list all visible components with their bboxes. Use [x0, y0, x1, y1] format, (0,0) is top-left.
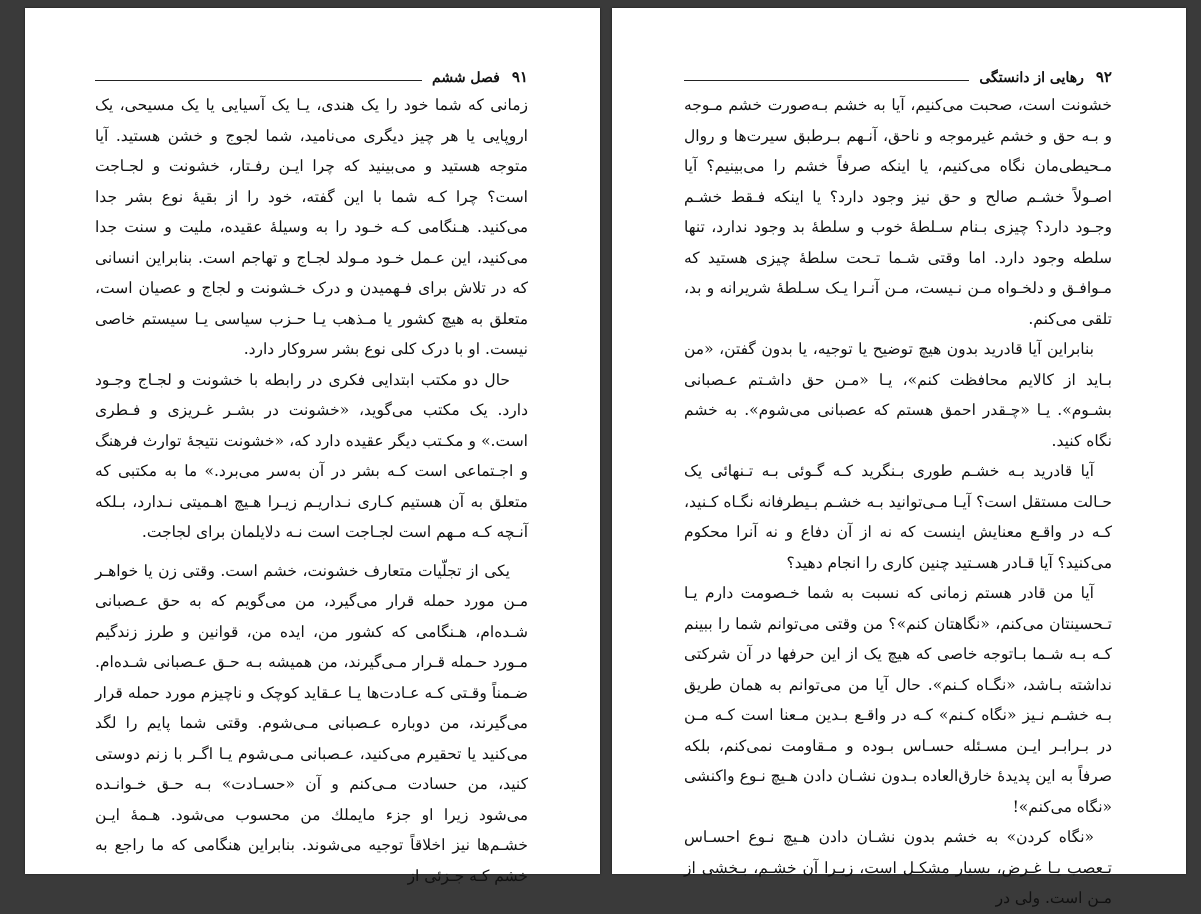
paragraph: زمانی که شما خود را یک هندی، یـا یک آسیایی یا یک مسیحی، یک اروپایی یا هر چیز دیگری می‌نامید، شما لجوج و خشن هستید. آیا متوجه هستید و می‌بینید که چرا ایـن رفـتار، خشونت و لجـاجت است؟ چرا کـه شما با این گفته، خود را از بقیهٔ نوع بشر جدا می‌کنید. هـنگامی کـه خـود را به وسیلهٔ عقیده، ملیت و سنت جدا می‌کنید، این عـمل خـود مـولد لجـاج و تهاجم است. بنابراین انسانی که در تلاش برای فـهمیدن و درک خـشونت و لجاج و عصیان است، متعلق به هیچ کشور یا مـذهب یـا حـزب سیاسی یـا سیستم خاصی نیست. او با درک کلی نوع بشر سروکار دارد.	[95, 96, 528, 358]
page-body	[95, 90, 528, 891]
right-page	[612, 8, 1186, 907]
page-body	[684, 90, 1112, 914]
paragraph: یکی از تجلّیات متعارف خشونت، خشم است. وقتی زن یا خواهـر مـن مورد حمله قرار می‌گیرد، من می‌گویم که به حق عـصبانی شـده‌ام، هـنگامی که کشور من، ایده من، قوانین و طرز زندگیم مـورد حـمله قـرار مـی‌گیرند، من همیشه بـه حـق عـصبانی شـده‌ام. ضـمناً وقـتی کـه عـادت‌ها یـا عـقاید کوچک و ناچیزم مورد حمله قرار می‌گیرند، من دوباره عـصبانی مـی‌شوم. وقتی شما پایم را لگد می‌کنید یا تحقیرم می‌کنید، عـصبانی مـی‌شوم یـا اگـر با زنم دوستی کنید، من حسادت مـی‌کنم و آن «حسـادت» بـه حـق خـوانـده می‌شود زیرا او جزء مایملك من محسوب می‌شود. هـمهٔ ایـن خشـم‌ها نیز اخلاقاً توجیه می‌شوند. بنابراین هنگامی که ما راجع به خشم کـه جـزئی از	[95, 561, 528, 885]
header-rule	[95, 80, 422, 81]
page-header	[95, 64, 528, 86]
header-rule	[684, 80, 969, 81]
paragraph: آیا قادرید بـه خشـم طوری بـنگرید کـه گـوئی بـه تـنهائی یک حـالت مستقل است؟ آیـا مـی‌توانید بـه خشـم بـیطرفانه نگـاه کـنید، کـه در واقـع معنایش اینست که نه از آن دفاع و نه آنرا محکوم می‌کنید؟ آیا قـادر هسـتید چنین کاری را انجام دهید؟	[684, 462, 1112, 572]
page-header	[684, 64, 1112, 86]
chapter-title: فصل ششم	[432, 70, 500, 86]
paragraph: خشونت است، صحبت می‌کنیم، آیا به خشم بـه‌صورت خشم مـوجه و بـه حق و خشم غیرموجه و ناحق، آنـهم بـرطبق سیرت‌ها و روال مـحیطی‌مان نگاه می‌کنیم، یا اینکه صرفاً خشم را می‌بینیم؟ آیا اصـولاً خشـم صالح و حق نیز وجود دارد؟ یا اینکه فـقط خشـم وجـود دارد؟ چیزی بـنام سـلطهٔ خوب و سلطهٔ بد وجود ندارد، تنها سلطه وجود دارد. اما وقتی شـما تـحت سلطهٔ چیزی هستید که مـوافـق و دلخـواه مـن نـیست، مـن آنـرا یـک سـلطهٔ شریرانه و بد، تلقی می‌کنم.	[684, 96, 1112, 328]
page-number: ۹۱	[511, 68, 528, 86]
left-page	[25, 8, 600, 885]
book-title: رهایی از دانستگی	[979, 70, 1084, 86]
paragraph: آیا من قادر هستم زمانی که نسبت به شما خـصومت دارم یـا تـحسینتان می‌کنم، «نگاهتان کنم»؟ من وقتی می‌توانم شما را ببینم کـه بـه شـما بـاتوجه خاصی که هیچ یک از این حرفها در آن شرکتی نداشته بـاشد، «نگـاه کـنم». حال آیا من می‌توانم به همان طریق بـه خشـم نـیز «نگاه کـنم» کـه در واقـع بـدین مـعنا است کـه مـن در بـرابـر ایـن مسـئله حسـاس بـوده و مـقاومت نمی‌کنم، بلکه صرفاً به این پدیدهٔ خارق‌العاده بـدون نشـان دادن هـیچ نـوع واکنشی «نگاه می‌کنم»!	[684, 584, 1112, 816]
paragraph: حال دو مکتب ابتدایی فکری در رابطه با خشونت و لجـاج وجـود دارد. یک مکتب می‌گوید، «خشونت در بشـر غـریزی و فـطری است.» و مکـتب دیگر عقیده دارد که، «خشونت نتیجهٔ توارث فرهنگ و اجـتماعی است کـه بشر در آن به‌سر می‌برد.» ما به مکتبی که متعلق به آن هستیم کـاری نـداریـم زیـرا هـیچ اهـمیتی نـدارد، بـلکه آنـچه کـه مـهم است لجـاجت است نـه دلایلمان برای لجاجت.	[95, 370, 528, 541]
paragraph: «نگاه کردن» به خشم بدون نشـان دادن هـیچ نـوع احسـاس تـعصب یـا غـرض، بسیار مشکـل است، زیـرا آن خشـم، بـخشی از مـن است. ولی در	[684, 828, 1112, 907]
paragraph: بنابراین آیا قادرید بدون هیچ توضیح یا توجیه، یا بدون گفتن، «من بـاید از کالایم محافظت کنم»، یـا «مـن حق داشـتم عـصبانی بشـوم». یـا «چـقدر احمق هستم که عصبانی می‌شوم». به خشم نگاه کنید.	[684, 340, 1112, 450]
page-number: ۹۲	[1095, 68, 1112, 86]
